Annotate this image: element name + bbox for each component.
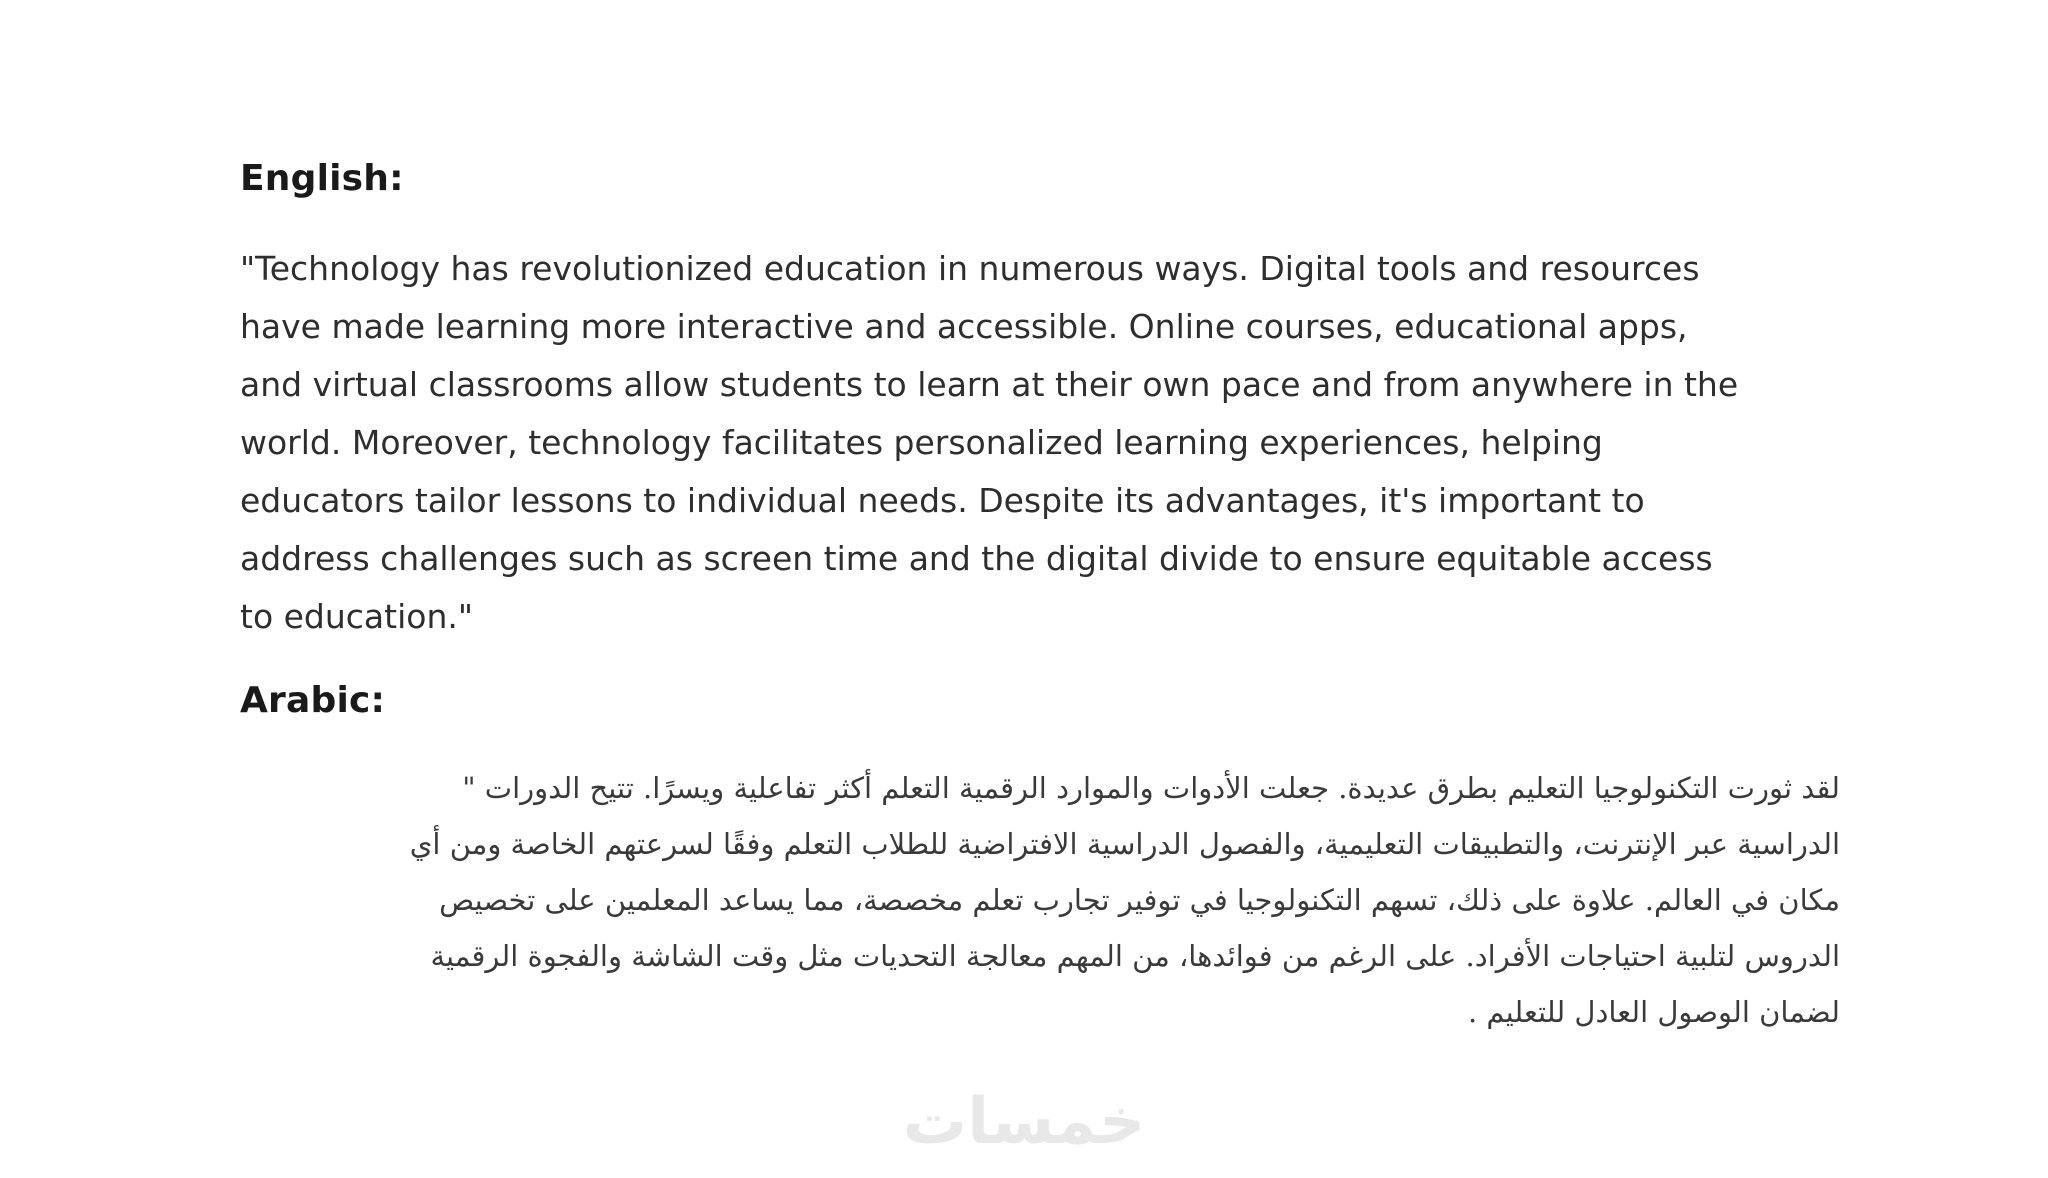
english-line: address challenges such as screen time and the digital divide to ensure equitable access <box>240 539 1713 578</box>
english-heading: English: <box>240 158 404 199</box>
arabic-line: الدراسية عبر الإنترنت، والتطبيقات التعليمية، والفصول الدراسية الافتراضية للطلاب التعلم وفقًا لسرعتهم الخاصة ومن أي <box>409 827 1840 861</box>
english-line: "Technology has revolutionized education in numerous ways. Digital tools and resources <box>240 249 1700 288</box>
english-line: have made learning more interactive and accessible. Online courses, educational apps, <box>240 307 1688 346</box>
arabic-paragraph <box>270 760 1840 1040</box>
arabic-line: الدروس لتلبية احتياجات الأفراد. على الرغم من فوائدها، من المهم معالجة التحديات مثل وقت الشاشة والفجوة الرقمية <box>430 939 1840 973</box>
english-line: world. Moreover, technology facilitates personalized learning experiences, helping <box>240 423 1603 462</box>
english-line: to education." <box>240 597 474 636</box>
english-line: and virtual classrooms allow students to learn at their own pace and from anywhere in the <box>240 365 1739 404</box>
arabic-line: لضمان الوصول العادل للتعليم . <box>1467 995 1840 1029</box>
arabic-heading: Arabic: <box>240 680 386 721</box>
arabic-line: مكان في العالم. علاوة على ذلك، تسهم التكنولوجيا في توفير تجارب تعلم مخصصة، مما يساعد المعلمين على تخصيص <box>439 883 1840 917</box>
english-line: educators tailor lessons to individual needs. Despite its advantages, it's important to <box>240 481 1645 520</box>
english-paragraph <box>240 240 1840 646</box>
arabic-line: لقد ثورت التكنولوجيا التعليم بطرق عديدة. جعلت الأدوات والموارد الرقمية التعلم أكثر تفاعلية ويسرًا. تتيح الدورات " <box>462 771 1840 805</box>
watermark-logo: خمسات <box>902 1085 1146 1159</box>
